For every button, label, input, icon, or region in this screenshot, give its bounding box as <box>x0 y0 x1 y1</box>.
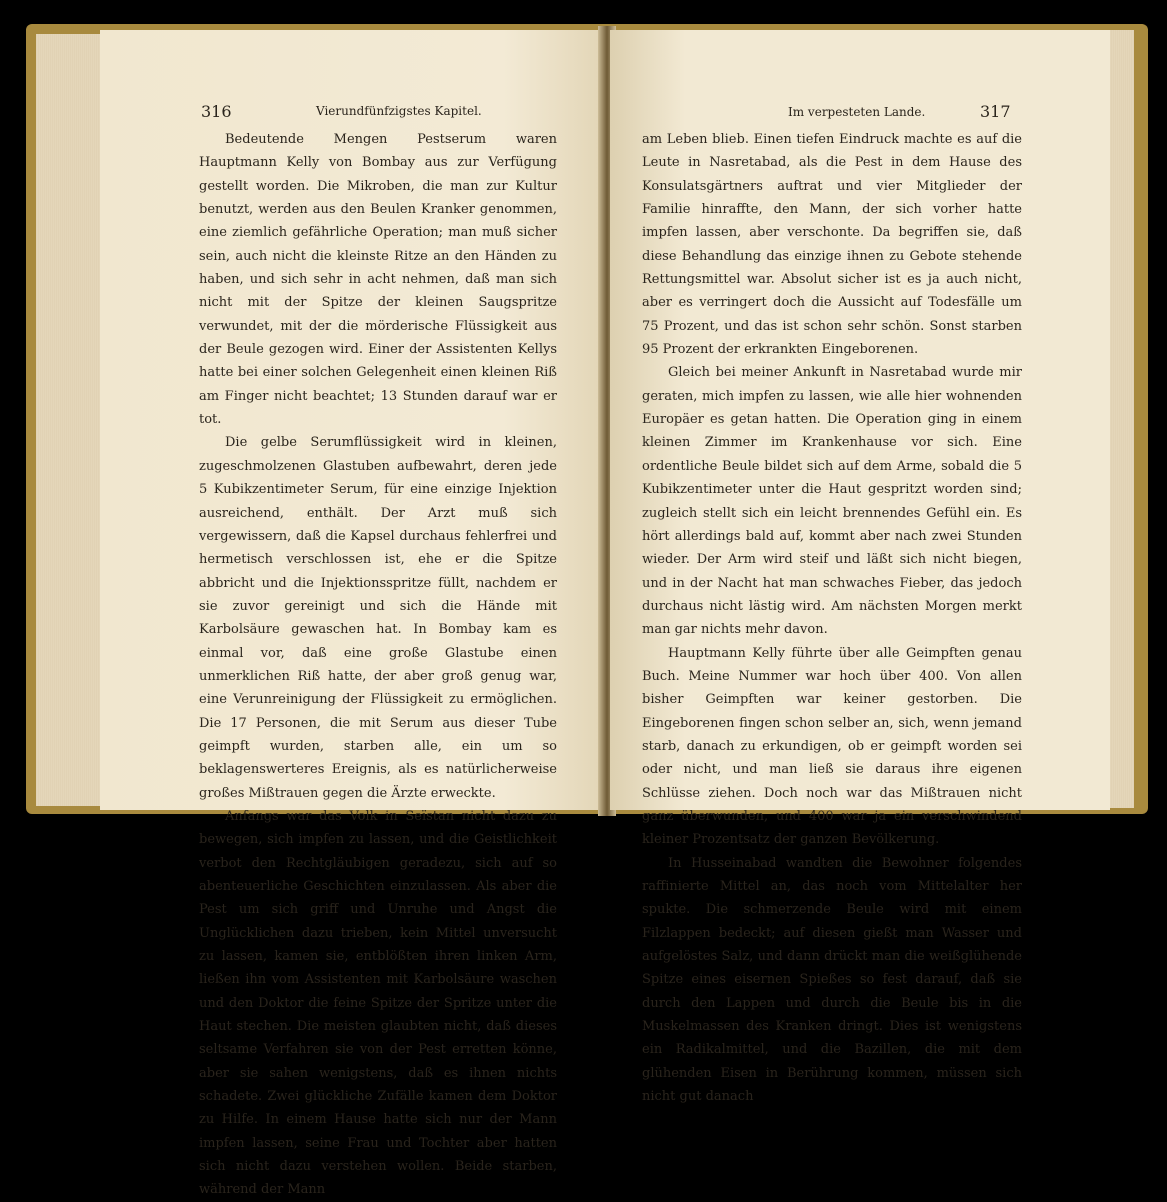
right-page <box>610 30 1110 1105</box>
running-head: Im verpesteten Lande. <box>788 105 926 119</box>
paragraph: Anfangs war das Volk in Seïstan nicht dazu zu bewegen, sich impfen zu lassen, und die Geistlichkeit verbot den Rechtgläubigen geradezu, sich auf so abenteuerliche Geschichten einzulassen. Als aber die Pest um sich griff und Unruhe und Angst die Unglücklichen dazu trieben, kein Mittel unversucht zu lassen, kamen sie, entblößten ihren linken Arm, ließen ihn vom Assistenten mit Karbolsäure waschen und den Doktor die feine Spitze der Spritze unter die Haut stechen. Die meisten glaubten nicht, daß dieses seltsame Verfahren sie von der Pest erretten könne, aber sie sahen wenigstens, daß es ihnen nichts schadete. Zwei glückliche Zufälle kamen dem Doktor zu Hilfe. In einem Hause hatte sich nur der Mann impfen lassen, seine Frau und Tochter aber hatten sich nicht dazu verstehen wollen. Beide starben, während der Mann <box>199 808 557 1198</box>
paragraph: Die gelbe Serumflüssigkeit wird in kleinen, zugeschmolzenen Glastuben aufbewahrt, deren jede 5 Kubikzentimeter Serum, für eine einzige Injektion ausreichend, enthält. Der Arzt muß sich vergewissern, daß die Kapsel durchaus fehlerfrei und hermetisch verschlossen ist, ehe er die Spitze abbricht und die Injektionsspritze füllt, nachdem er sie zuvor gereinigt und sich die Hände mit Karbolsäure gewaschen hat. In Bombay kam es einmal vor, daß eine große Glastube einen unmerklichen Riß hatte, der aber groß genug war, eine Verunreinigung der Flüssigkeit zu ermöglichen. Die 17 Personen, die mit Serum aus dieser Tube geimpft wurden, starben alle, ein um so beklagenswerteres Ereignis, als es natürlicherweise großes Mißtrauen gegen die Ärzte erweckte. <box>199 435 557 801</box>
page-number: 317 <box>980 102 1011 121</box>
running-head: Vierundfünfzigstes Kapitel. <box>316 104 482 118</box>
paragraph: Bedeutende Mengen Pestserum waren Hauptmann Kelly von Bombay aus zur Verfügung gestellt worden. Die Mikroben, die man zur Kultur benutzt, werden aus den Beulen Kranker genommen, eine ziemlich gefährliche Operation; man muß sicher sein, auch nicht die kleinste Ritze an den Händen zu haben, und sich sehr in acht nehmen, daß man sich nicht mit der Spitze der kleinen Saugspritze verwundet, mit der die mörderische Flüssigkeit aus der Beule gezogen wird. Einer der Assistenten Kellys hatte bei einer solchen Gelegenheit einen kleinen Riß am Finger nicht beachtet; 13 Stunden darauf war er tot. <box>199 132 557 428</box>
page-edges-left <box>36 34 106 806</box>
paragraph: Gleich bei meiner Ankunft in Nasretabad wurde mir geraten, mich impfen zu lassen, wie alle hier wohnenden Europäer es getan hatten. Die Operation ging in einem kleinen Zimmer im Krankenhause vor sich. Eine ordentliche Beule bildet sich auf dem Arme, sobald die 5 Kubikzentimeter unter die Haut gespritzt worden sind; zugleich stellt sich ein leicht brennendes Gefühl ein. Es hört allerdings bald auf, kommt aber nach zwei Stunden wieder. Der Arm wird steif und läßt sich nicht biegen, und in der Nacht hat man schwaches Fieber, das jedoch durchaus nicht lästig wird. Am nächsten Morgen merkt man gar nichts mehr davon. <box>642 365 1022 638</box>
paragraph: In Husseinabad wandten die Bewohner folgendes raffinierte Mittel an, das noch vom Mittelalter her spukte. Die schmerzende Beule wird mit einem Filzlappen bedeckt; auf diesen gießt man Wasser und aufgelöstes Salz, und dann drückt man die weißglühende Spitze eines eisernen Spießes so fest darauf, daß sie durch den Lappen und durch die Beule bis in die Muskelmassen des Kranken dringt. Dies ist wenigstens ein Radikalmittel, und die Bazillen, die mit dem glühenden Eisen in Berührung kommen, müssen sich nicht gut danach <box>642 855 1022 1105</box>
paragraph: am Leben blieb. Einen tiefen Eindruck machte es auf die Leute in Nasretabad, als die Pest in dem Hause des Konsulatsgärtners auftrat und vier Mitglieder der Familie hinraffte, den Mann, der sich vorher hatte impfen lassen, aber verschonte. Da begriffen sie, daß diese Behandlung das einzige ihnen zu Gebote stehende Rettungsmittel war. Absolut sicher ist es ja auch nicht, aber es verringert doch die Aussicht auf Todesfälle um 75 Prozent, und das ist schon sehr schön. Sonst starben 95 Prozent der erkrankten Eingeborenen. <box>642 132 1022 358</box>
left-page-text <box>199 128 557 1202</box>
left-page <box>100 30 605 1198</box>
page-number: 316 <box>201 102 232 121</box>
paragraph: Hauptmann Kelly führte über alle Geimpften genau Buch. Meine Nummer war hoch über 400. Von allen bisher Geimpften war keiner gestorben. Die Eingeborenen fingen schon selber an, sich, wenn jemand starb, danach zu erkundigen, ob er geimpft worden sei oder nicht, und man ließ sie daraus ihre eigenen Schlüsse ziehen. Doch noch war das Mißtrauen nicht ganz überwunden, und 400 war ja ein verschwindend kleiner Prozentsatz der ganzen Bevölkerung. <box>642 645 1022 848</box>
right-page-text <box>642 128 1022 1108</box>
